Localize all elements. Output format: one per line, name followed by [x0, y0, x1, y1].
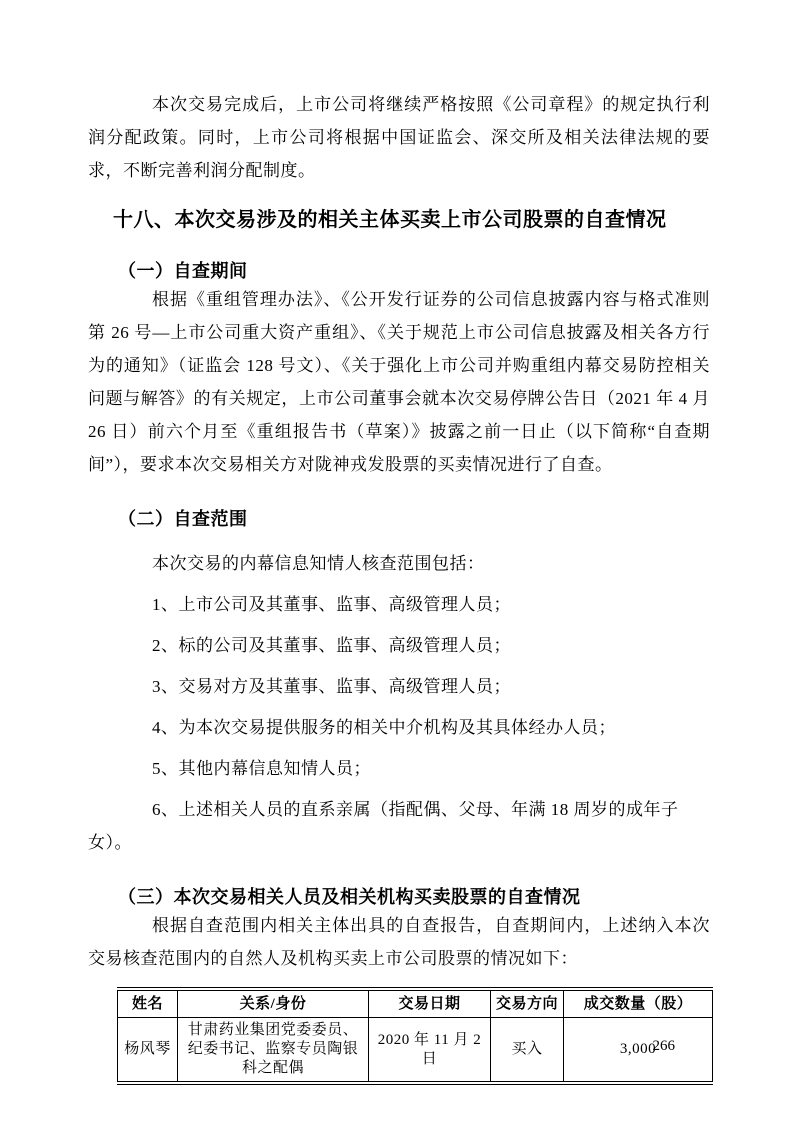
- table-header-row: [118, 989, 713, 1018]
- scope-item-3: 3、交易对方及其董事、监事、高级管理人员；: [152, 677, 511, 696]
- cell-volume: 3,000: [564, 1018, 713, 1084]
- scope-item-5: 5、其他内幕信息知情人员；: [152, 759, 371, 778]
- self-check-period-paragraph: 根据《重组管理办法》、《公开发行证券的公司信息披露内容与格式准则第 26 号—上市公司重大资产重组》、《关于规范上市公司信息披露及相关各方行为的通知》（证监会 128 号文）、《关于强化上市公司并购重组内幕交易防控相关问题与解答》的有关规定，上市公司董事会就本次交易停牌公告日（2021 年 4 月 26 日）前六个月至《重组报告书（草案）》披露之前一日止（以下简称“自查期间”），要求本次交易相关方对陇神戎发股票的买卖情况进行了自查。: [88, 290, 710, 474]
- scope-intro-line: 本次交易的内幕信息知情人核查范围包括：: [152, 554, 485, 573]
- cell-direction: 买入: [491, 1018, 564, 1084]
- stock-trade-table: [117, 987, 713, 1085]
- page-number: 266: [652, 1038, 675, 1054]
- col-header-name: 姓名: [118, 989, 178, 1018]
- subsection-heading-1: （一）自查期间: [118, 261, 248, 281]
- cell-name: 杨风琴: [118, 1018, 178, 1084]
- section-heading-18: 十八、本次交易涉及的相关主体买卖上市公司股票的自查情况: [113, 209, 667, 231]
- scope-item-2: 2、标的公司及其董事、监事、高级管理人员；: [152, 636, 511, 655]
- scope-item-1: 1、上市公司及其董事、监事、高级管理人员；: [152, 595, 511, 614]
- cell-trade-date: 2020 年 11 月 2 日: [369, 1018, 491, 1084]
- col-header-relationship: 关系/身份: [178, 989, 369, 1018]
- scope-item-6: 6、上述相关人员的直系亲属（指配偶、父母、年满 18 周岁的成年子女）。: [88, 800, 679, 852]
- col-header-trade-date: 交易日期: [369, 989, 491, 1018]
- col-header-volume: 成交数量（股）: [564, 989, 713, 1018]
- cell-relationship: 甘肃药业集团党委委员、纪委书记、监察专员陶银科之配偶: [178, 1018, 369, 1084]
- subsection-heading-2: （二）自查范围: [118, 509, 248, 529]
- subsection-heading-3: （三）本次交易相关人员及相关机构买卖股票的自查情况: [118, 887, 581, 907]
- scope-item-4: 4、为本次交易提供服务的相关中介机构及其具体经办人员；: [152, 718, 616, 737]
- table-intro-paragraph: 根据自查范围内相关主体出具的自查报告，自查期间内，上述纳入本次交易核查范围内的自然人及机构买卖上市公司股票的情况如下：: [88, 916, 710, 968]
- table-row: [118, 1018, 713, 1084]
- col-header-direction: 交易方向: [491, 989, 564, 1018]
- intro-paragraph: 本次交易完成后，上市公司将继续严格按照《公司章程》的规定执行利润分配政策。同时，上市公司将根据中国证监会、深交所及相关法律法规的要求，不断完善利润分配制度。: [88, 95, 710, 180]
